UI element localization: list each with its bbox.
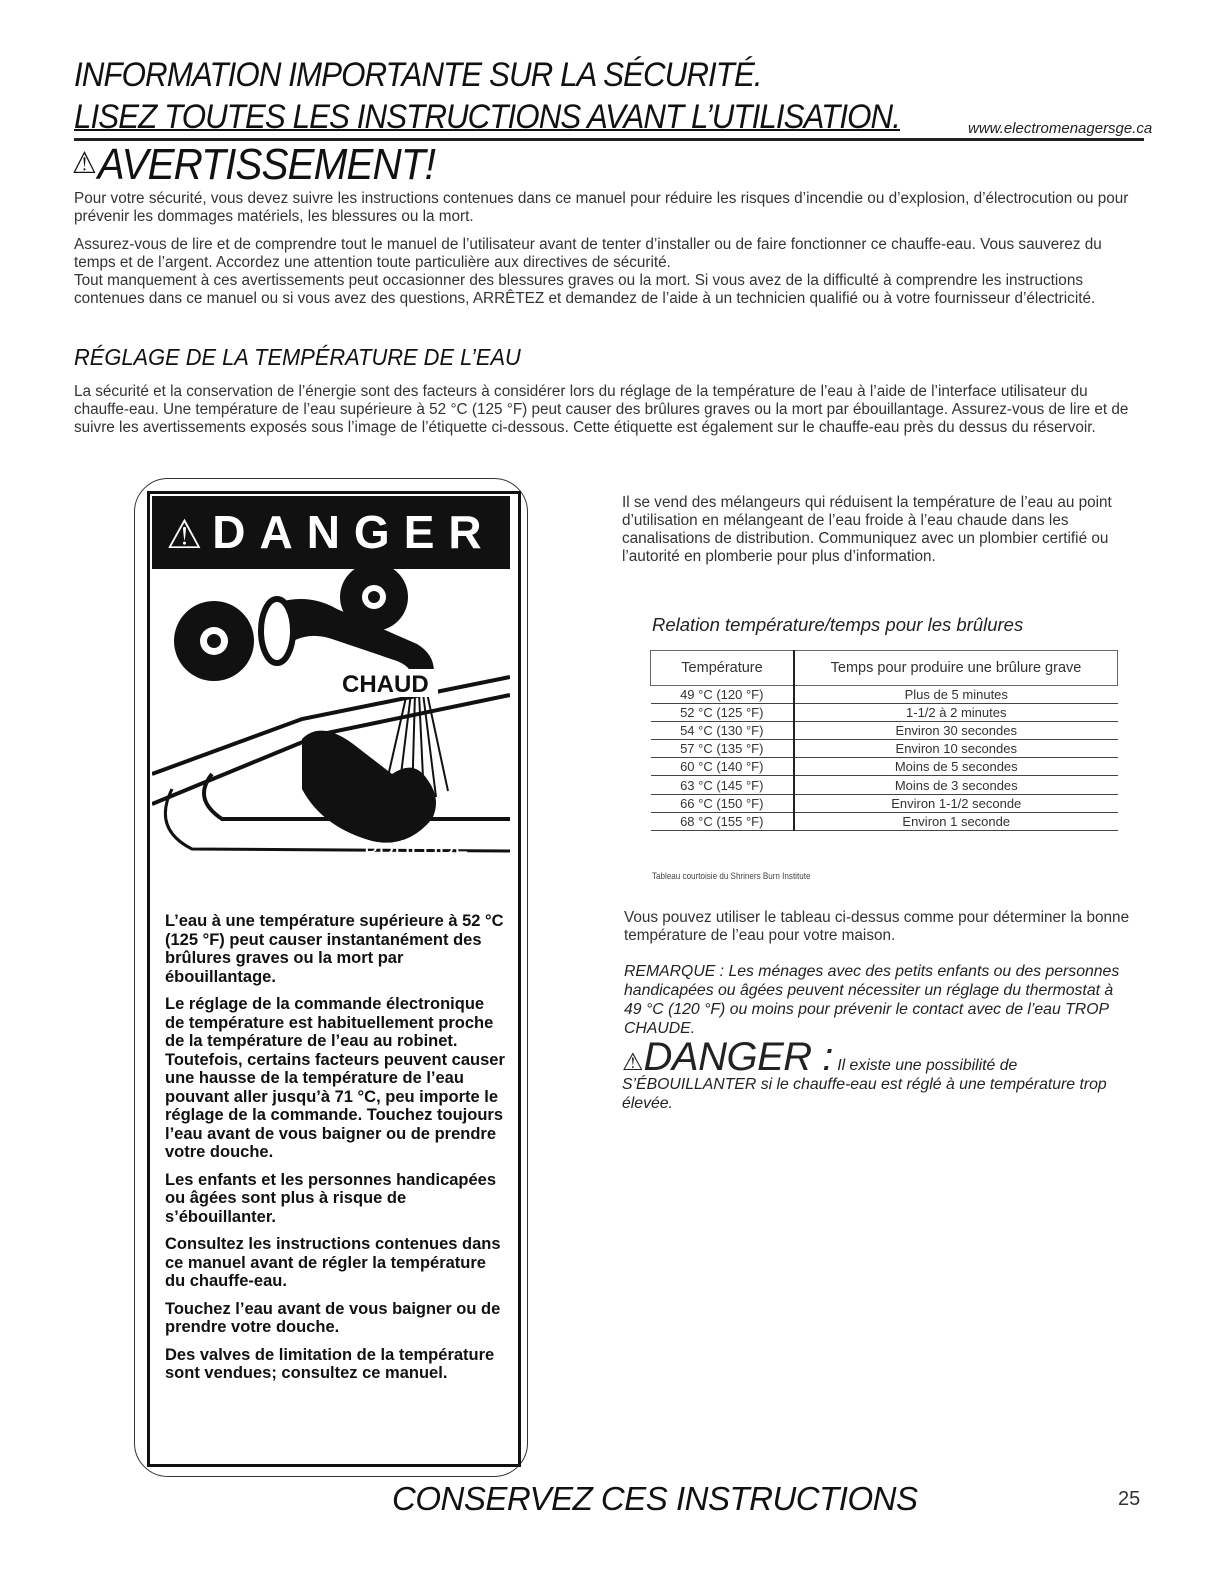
table-row: [651, 794, 1118, 812]
label-paragraph: L’eau à une température supérieure à 52 °C (125 °F) peut causer instantanément des brûlures graves ou la mort par ébouillantage.: [165, 912, 504, 986]
danger-banner-text: DANGER: [212, 506, 496, 558]
table-cell: 60 °C (140 °F): [651, 758, 795, 776]
hot-label: CHAUD: [342, 671, 429, 698]
footer-title: CONSERVEZ CES INSTRUCTIONS: [392, 1480, 918, 1517]
table-cell: Plus de 5 minutes: [794, 686, 1118, 704]
table-cell: 57 °C (135 °F): [651, 740, 795, 758]
label-paragraph: Des valves de limitation de la température sont vendues; consultez ce manuel.: [165, 1345, 495, 1382]
hand-icon: [302, 731, 436, 843]
table-row: [651, 704, 1118, 722]
mixers-paragraph: Il se vend des mélangeurs qui réduisent la température de l’eau au point d’utilisation en mélangeant de l’eau froide à l’eau chaude dans les canalisations de distribution. Communiquez avec un plombier certifié ou l’autorité en plomberie pour plus d’information.: [622, 494, 1112, 565]
table-row: [651, 758, 1118, 776]
danger-notice-text: Il existe une possibilité de S’ÉBOUILLANTER si le chauffe-eau est réglé à une température trop élevée.: [622, 1057, 1107, 1112]
warning-heading: [72, 140, 435, 190]
table-cell: 54 °C (130 °F): [651, 722, 795, 740]
table-row: [651, 740, 1118, 758]
warning-paragraph-1: [74, 190, 1144, 226]
page-title: INFORMATION IMPORTANTE SUR LA SÉCURITÉ.: [74, 56, 762, 94]
warning-text-3: Tout manquement à ces avertissements peut occasionner des blessures graves ou la mort. Si vous avez de la difficulté à comprendre les instructions contenues dans ce manuel ou si vous avez des questions, ARRÊTEZ et demandez de l’aide à un technicien qualifié ou à votre fournisseur d’électricité.: [74, 272, 1096, 307]
table-cell: Environ 30 secondes: [794, 722, 1118, 740]
table-cell: Environ 10 secondes: [794, 740, 1118, 758]
warning-paragraphs: [74, 236, 1144, 308]
label-paragraph: Touchez l’eau avant de vous baigner ou de prendre votre douche.: [165, 1299, 501, 1336]
column-header-temperature: Température: [651, 651, 795, 686]
column-header-time: Temps pour produire une brûlure grave: [794, 651, 1118, 686]
label-paragraph: Consultez les instructions contenues dans ce manuel avant de régler la température du chauffe-eau.: [165, 1235, 501, 1290]
table-cell: 63 °C (145 °F): [651, 776, 795, 794]
warning-text-2: Assurez-vous de lire et de comprendre tout le manuel de l’utilisateur avant de tenter d’installer ou de faire fonctionner ce chauffe-eau. Vous sauverez du temps et de l’argent. Accordez une attention toute particulière aux directives de sécurité.: [74, 236, 1102, 271]
table-header-row: [651, 651, 1118, 686]
table-cell: 68 °C (155 °F): [651, 812, 795, 830]
warning-heading-text: AVERTISSEMENT!: [97, 140, 435, 189]
warning-text-1: Pour votre sécurité, vous devez suivre les instructions contenues dans ce manuel pour réduire les risques d’incendie ou d’explosion, d’électrocution ou pour prévenir les dommages matériels, les blessures ou la mort.: [74, 190, 1129, 225]
table-credit: Tableau courtoisie du Shriners Burn Institute: [652, 871, 811, 882]
table-cell: 66 °C (150 °F): [651, 794, 795, 812]
table-row: [651, 776, 1118, 794]
burn-label: BRÛLURE: [364, 840, 470, 865]
label-paragraph: Le réglage de la commande électronique de température est habituellement proche de la température de l’eau au robinet. Toutefois, certains facteurs peuvent causer une hausse de la température de l’eau pouvant aller jusqu’à 71 °C, peu importe le réglage de la commande. Touchez toujours l’eau avant de vous baigner ou de prendre votre douche.: [165, 995, 505, 1161]
table-title: Relation température/temps pour les brûlures: [652, 614, 1024, 635]
table-row: [651, 812, 1118, 830]
scald-illustration: [152, 569, 510, 909]
danger-notice: [622, 1035, 1142, 1113]
warning-triangle-icon: ⚠: [72, 147, 96, 180]
note-paragraph: REMARQUE : Les ménages avec des petits enfants ou des personnes handicapées ou âgées peuvent nécessiter un réglage du thermostat à 49 °C (120 °F) ou moins pour prévenir le contact avec de l’eau TROP CHAUDE.: [624, 963, 1120, 1037]
table-row: [651, 722, 1118, 740]
table-cell: 49 °C (120 °F): [651, 686, 795, 704]
page-subtitle: LISEZ TOUTES LES INSTRUCTIONS AVANT L’UTILISATION.: [74, 98, 900, 136]
table-cell: Environ 1-1/2 seconde: [794, 794, 1118, 812]
table-cell: Moins de 5 secondes: [794, 758, 1118, 776]
danger-triangle-icon: ⚠: [166, 513, 203, 557]
section-heading: RÉGLAGE DE LA TEMPÉRATURE DE L’EAU: [74, 344, 521, 370]
page-number: 25: [1118, 1488, 1141, 1510]
table-cell: 1-1/2 à 2 minutes: [794, 704, 1118, 722]
table-cell: Environ 1 seconde: [794, 812, 1118, 830]
danger-notice-word: DANGER :: [643, 1035, 833, 1079]
table-row: [651, 686, 1118, 704]
faucet-base: [261, 599, 293, 663]
label-paragraph: Les enfants et les personnes handicapées ou âgées sont plus à risque de s’ébouillanter.: [165, 1170, 497, 1226]
table-cell: Moins de 3 secondes: [794, 776, 1118, 794]
scald-table: [650, 650, 1118, 831]
section-body: La sécurité et la conservation de l’énergie sont des facteurs à considérer lors du réglage de la température de l’eau à l’aide de l’interface utilisateur du chauffe-eau. Une température de l’eau supérieure à 52 °C (125 °F) peut causer des brûlures graves ou la mort par ébouillantage. Assurez-vous de lire et de suivre les avertissements exposés sous l’image de l’étiquette ci-dessous. Cette étiquette est également sur le chauffe-eau près du dessus du réservoir.: [74, 383, 1129, 436]
danger-notice-triangle-icon: ⚠: [622, 1049, 644, 1076]
website-url: www.electromenagersge.ca: [968, 120, 1153, 137]
danger-label-text: [165, 912, 505, 1392]
usage-paragraph: Vous pouvez utiliser le tableau ci-dessus comme pour déterminer la bonne température de l’eau pour votre maison.: [624, 909, 1130, 944]
left-tap-handle-icon: [174, 601, 254, 681]
table-cell: 52 °C (125 °F): [651, 704, 795, 722]
danger-banner: [152, 496, 510, 569]
